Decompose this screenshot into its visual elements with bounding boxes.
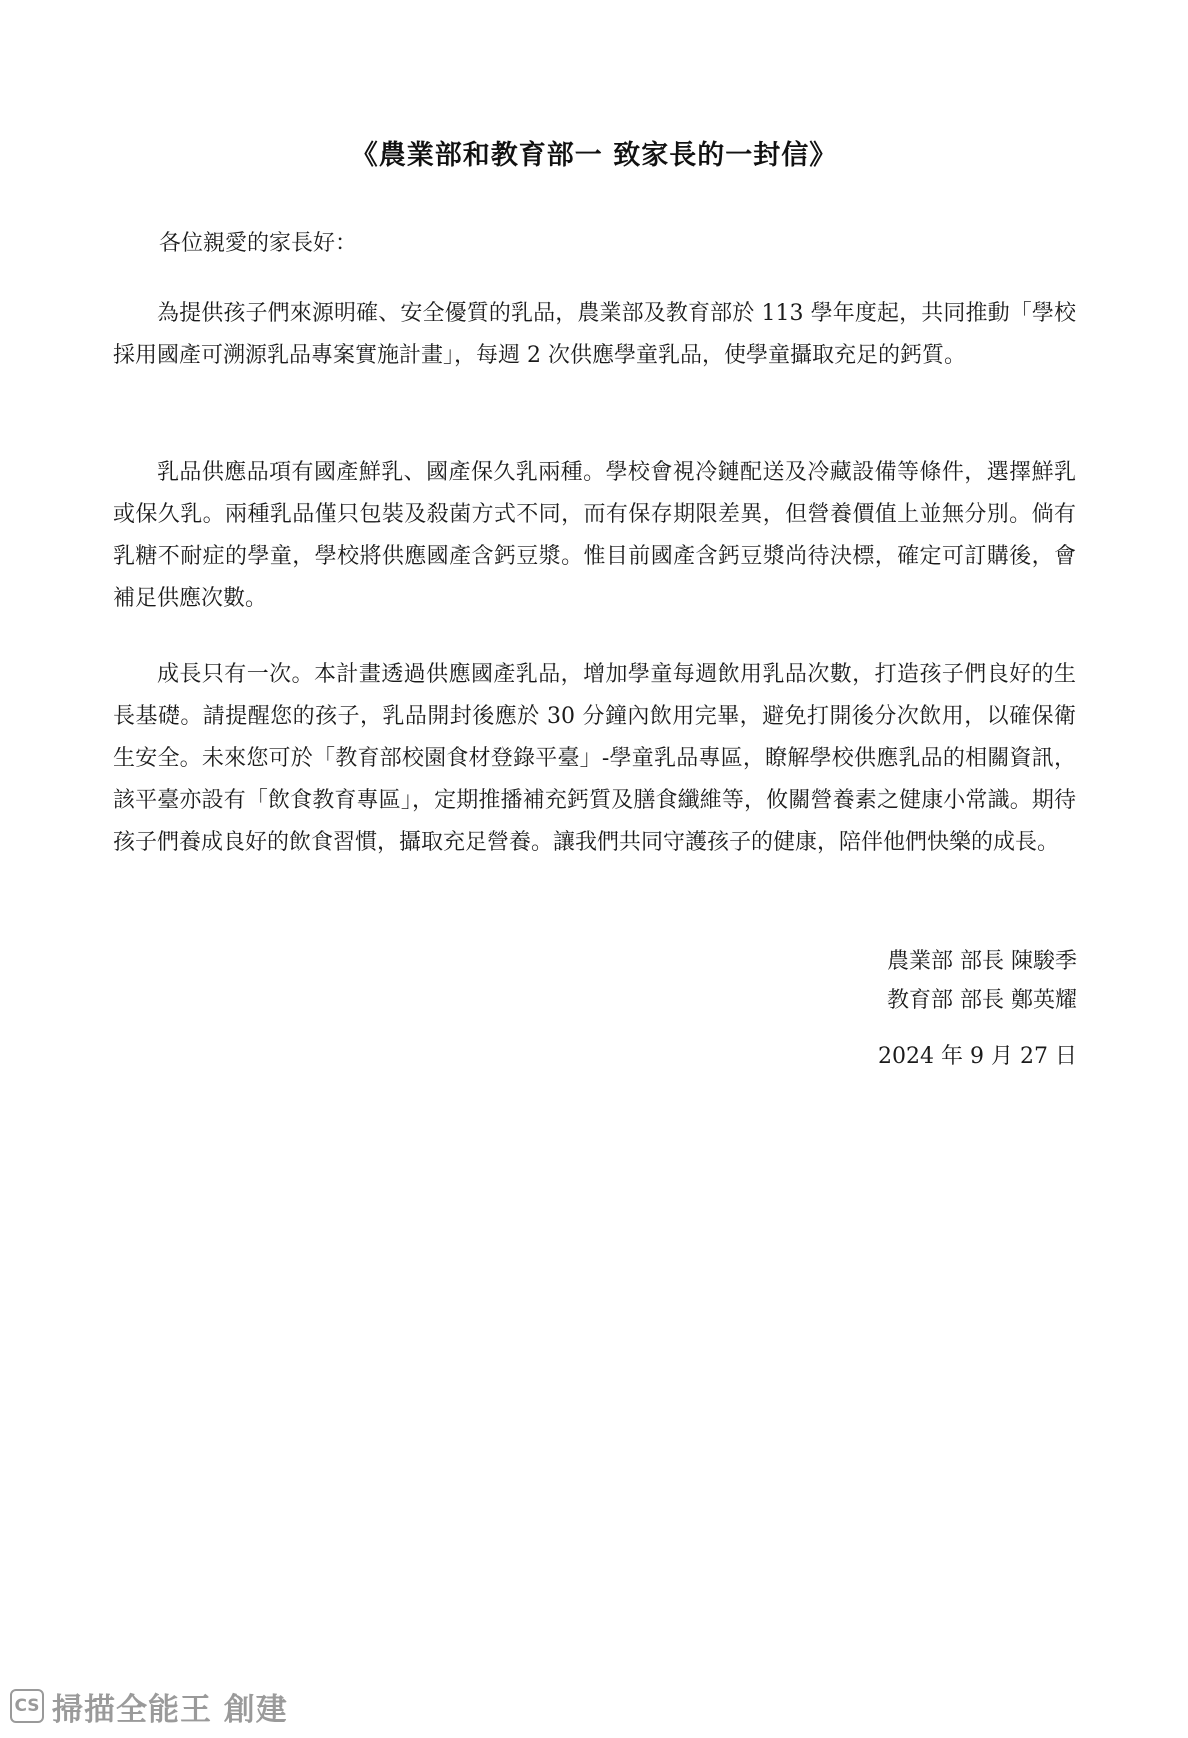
camscanner-logo-icon: CS xyxy=(10,1689,44,1723)
letter-date: 2024 年 9 月 27 日 xyxy=(878,1044,1077,1069)
signature-education-minister: 教育部 部長 鄭英耀 xyxy=(887,988,1077,1013)
letter-paragraph: 成長只有一次。本計畫透過供應國產乳品，增加學童每週飲用乳品次數，打造孩子們良好的生長基礎。請提醒您的孩子，乳品開封後應於 30 分鐘內飲用完畢，避免打開後分次飲用，以確保衛生安全。未來您可於「教育部校園食材登錄平臺」-學童乳品專區，瞭解學校供應乳品的相關資訊，該平臺亦設有「飲食教育專區」，定期推播補充鈣質及膳食纖維等，攸關營養素之健康小常識。期待孩子們養成良好的飲食習慣，攝取充足營養。讓我們共同守護孩子的健康，陪伴他們快樂的成長。 xyxy=(113,662,1076,855)
watermark-text: 掃描全能王 創建 xyxy=(52,1691,288,1728)
signature-agriculture-minister: 農業部 部長 陳駿季 xyxy=(887,949,1077,974)
letter-paragraph: 乳品供應品項有國產鮮乳、國產保久乳兩種。學校會視冷鏈配送及冷藏設備等條件，選擇鮮乳或保久乳。兩種乳品僅只包裝及殺菌方式不同，而有保存期限差異，但營養價值上並無分別。倘有乳糖不耐症的學童，學校將供應國產含鈣豆漿。惟目前國產含鈣豆漿尚待決標，確定可訂購後，會補足供應次數。 xyxy=(113,460,1076,611)
letter-title: 《農業部和教育部一 致家長的一封信》 xyxy=(350,140,838,171)
scanner-watermark xyxy=(10,1684,288,1728)
letter-paragraph: 為提供孩子們來源明確、安全優質的乳品，農業部及教育部於 113 學年度起，共同推動「學校採用國產可溯源乳品專案實施計畫」，每週 2 次供應學童乳品，使學童攝取充足的鈣質。 xyxy=(113,301,1076,368)
letter-greeting: 各位親愛的家長好： xyxy=(159,231,358,256)
